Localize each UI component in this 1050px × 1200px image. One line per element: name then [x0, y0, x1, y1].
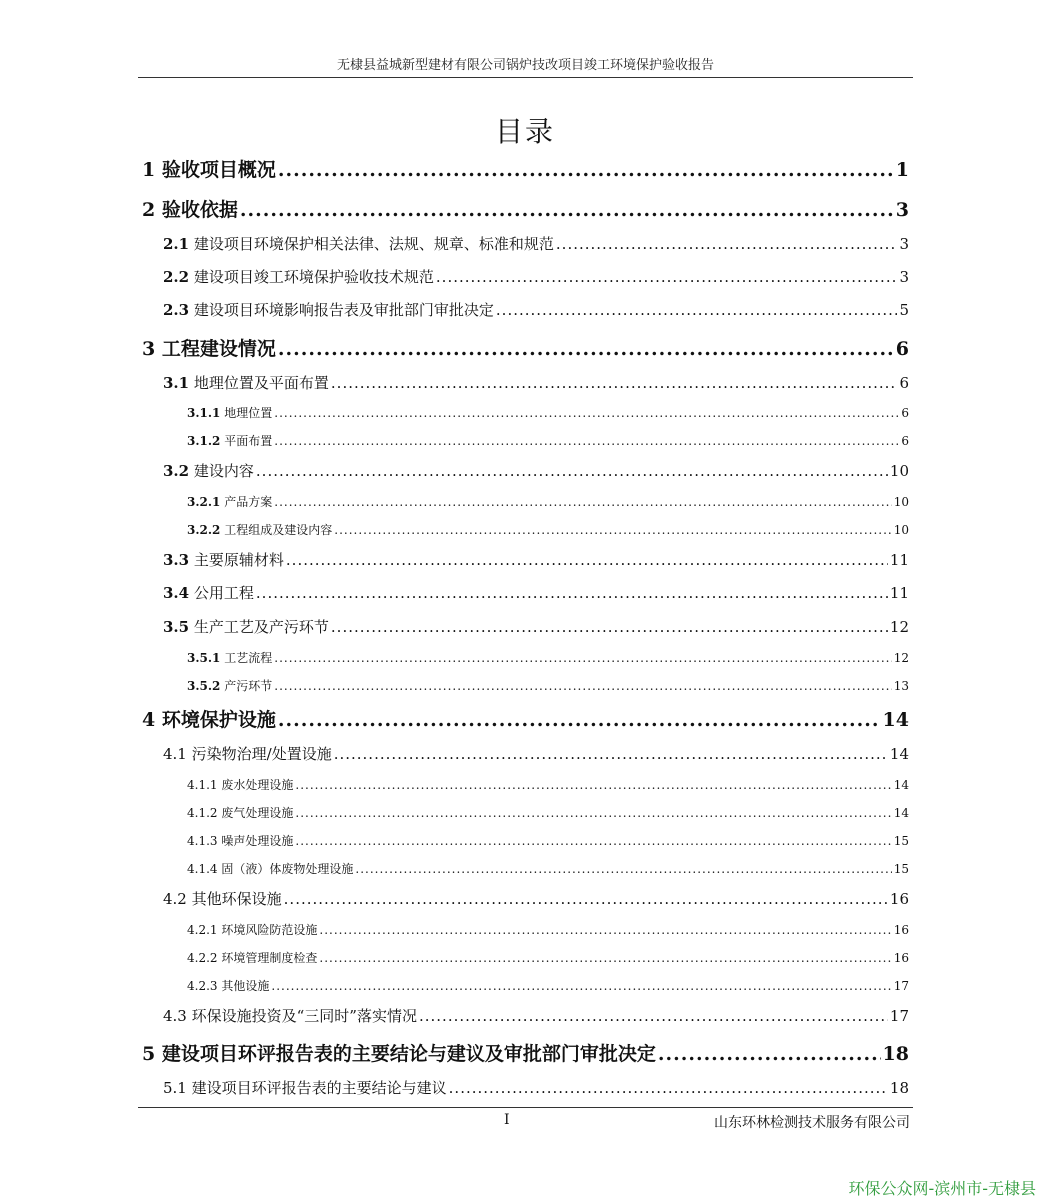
leader-dots	[278, 709, 881, 731]
toc-entry-text: 环境风险防范设施	[221, 923, 318, 937]
leader-dots	[319, 951, 891, 965]
toc-entry-text: 公用工程	[193, 584, 254, 602]
leader-dots	[274, 495, 891, 509]
toc-entry-page: 16	[893, 923, 909, 937]
toc-entry[interactable]	[187, 804, 909, 821]
toc-entry[interactable]	[142, 705, 909, 732]
toc-entry[interactable]	[163, 582, 909, 603]
toc-entry-number: 4.2.2	[187, 951, 218, 965]
toc-entry-page: 14	[889, 745, 909, 763]
toc-entry-number: 3.5.2	[187, 679, 221, 693]
toc-entry-text: 其他环保设施	[191, 890, 282, 908]
leader-dots	[286, 551, 888, 569]
leader-dots	[271, 979, 891, 993]
leader-dots	[331, 618, 888, 636]
toc-entry[interactable]	[163, 616, 909, 637]
toc-entry-text: 工程建设情况	[161, 338, 276, 360]
toc-entry-page: 15	[893, 862, 909, 876]
leader-dots	[256, 462, 888, 480]
toc-entry[interactable]	[187, 677, 909, 694]
watermark: 环保公众网-滨州市-无棣县	[848, 1179, 1036, 1198]
leader-dots	[274, 679, 891, 693]
toc-entry-page: 14	[882, 709, 909, 731]
toc-entry-page: 3	[895, 199, 909, 221]
page-header: 无棣县益城新型建材有限公司锅炉技改项目竣工环境保护验收报告	[138, 54, 913, 78]
toc-entry[interactable]	[187, 649, 909, 666]
toc-entry[interactable]	[163, 888, 909, 909]
toc-entry-number: 4.1.4	[187, 862, 218, 876]
toc-entry-number: 1	[142, 159, 156, 181]
toc-entry-text: 工程组成及建设内容	[224, 523, 333, 537]
toc-entry-text: 污染物治理/处置设施	[191, 745, 332, 763]
toc-entry-text: 主要原辅材料	[193, 551, 284, 569]
toc-entry-number: 3.4	[163, 584, 190, 602]
toc-entry[interactable]	[163, 266, 909, 287]
toc-entry[interactable]	[187, 432, 909, 449]
toc-entry[interactable]	[187, 521, 909, 538]
leader-dots	[449, 1079, 888, 1097]
leader-dots	[240, 199, 894, 221]
toc-entry-page: 14	[893, 778, 909, 792]
toc-entry-page: 15	[893, 834, 909, 848]
toc-entry-number: 4.1.1	[187, 778, 218, 792]
toc-entry-text: 其他设施	[221, 979, 270, 993]
toc-entry-text: 地理位置	[224, 406, 273, 420]
toc-entry-text: 建设项目竣工环境保护验收技术规范	[193, 268, 434, 286]
toc-entry-text: 废气处理设施	[221, 806, 294, 820]
toc-entry-text: 环境管理制度检查	[221, 951, 318, 965]
toc-entry-number: 4.2	[163, 890, 187, 908]
toc-entry-number: 2.2	[163, 268, 190, 286]
toc-entry-page: 13	[893, 679, 909, 693]
toc-entry-page: 5	[899, 301, 909, 319]
toc-entry-page: 6	[899, 374, 909, 392]
toc-entry-number: 3.1.1	[187, 406, 221, 420]
toc-entry[interactable]	[163, 299, 909, 320]
toc-entry[interactable]	[187, 949, 909, 966]
footer-page-number: I	[504, 1112, 510, 1128]
toc-entry-page: 12	[893, 651, 909, 665]
toc-entry-page: 18	[882, 1043, 909, 1065]
leader-dots	[295, 806, 891, 820]
toc-entry-text: 建设项目环评报告表的主要结论与建议	[191, 1079, 447, 1097]
toc-entry[interactable]	[142, 334, 909, 361]
leader-dots	[658, 1043, 881, 1065]
leader-dots	[278, 338, 894, 360]
toc-entry-page: 17	[889, 1007, 909, 1025]
footer-company: 山东环林检测技术服务有限公司	[714, 1115, 910, 1131]
leader-dots	[556, 235, 898, 253]
toc-entry-text: 环保设施投资及“三同时”落实情况	[191, 1007, 417, 1025]
toc-entry-number: 2.1	[163, 235, 190, 253]
toc-entry[interactable]	[163, 1077, 909, 1098]
toc-entry-page: 16	[889, 890, 909, 908]
toc-entry-number: 3.5.1	[187, 651, 221, 665]
leader-dots	[256, 584, 888, 602]
toc-entry-page: 6	[895, 338, 909, 360]
toc-entry-number: 3.2	[163, 462, 190, 480]
toc-entry-text: 固（液）体废物处理设施	[221, 862, 354, 876]
toc-entry-text: 产品方案	[224, 495, 273, 509]
toc-entry-number: 3	[142, 338, 156, 360]
toc-entry-text: 建设项目环评报告表的主要结论与建议及审批部门审批决定	[161, 1043, 656, 1065]
toc-entry-page: 10	[889, 462, 909, 480]
toc-entry-number: 2	[142, 199, 156, 221]
toc-entry-page: 6	[901, 434, 909, 448]
toc-entry-page: 11	[889, 584, 909, 602]
toc-entry-text: 产污环节	[224, 679, 273, 693]
toc-entry-page: 6	[901, 406, 909, 420]
toc-entry[interactable]	[187, 776, 909, 793]
toc-entry-text: 验收项目概况	[155, 159, 276, 181]
toc-entry-page: 10	[893, 495, 909, 509]
toc-entry[interactable]	[187, 921, 909, 938]
toc-entry-page: 1	[895, 159, 909, 181]
toc-entry-text: 地理位置及平面布置	[193, 374, 329, 392]
toc-entry-number: 3.3	[163, 551, 190, 569]
toc-entry[interactable]	[187, 404, 909, 421]
toc-entry-page: 18	[889, 1079, 909, 1097]
leader-dots	[274, 434, 899, 448]
leader-dots	[274, 651, 891, 665]
toc-entry-page: 14	[893, 806, 909, 820]
toc-entry[interactable]	[187, 860, 909, 877]
toc-entry-text: 环境保护设施	[161, 709, 276, 731]
footer-divider	[138, 1107, 913, 1108]
toc-entry-page: 12	[889, 618, 909, 636]
toc-entry-page: 10	[893, 523, 909, 537]
toc-entry-text: 工艺流程	[224, 651, 273, 665]
leader-dots	[295, 834, 891, 848]
leader-dots	[274, 406, 899, 420]
toc-entry[interactable]	[142, 195, 909, 222]
leader-dots	[496, 301, 898, 319]
toc-entry[interactable]	[187, 832, 909, 849]
toc-entry-number: 3.2.1	[187, 495, 221, 509]
leader-dots	[334, 523, 891, 537]
toc-entry-text: 验收依据	[161, 199, 238, 221]
toc-entry-page: 16	[893, 951, 909, 965]
toc-entry-text: 建设项目环境保护相关法律、法规、规章、标准和规范	[193, 235, 554, 253]
toc-entry[interactable]	[163, 460, 909, 481]
toc-entry-number: 4.3	[163, 1007, 187, 1025]
leader-dots	[295, 778, 891, 792]
leader-dots	[436, 268, 898, 286]
leader-dots	[284, 890, 888, 908]
toc-entry[interactable]	[163, 743, 909, 764]
toc-entry[interactable]	[163, 372, 909, 393]
toc-entry-text: 生产工艺及产污环节	[193, 618, 329, 636]
toc-entry[interactable]	[187, 493, 909, 510]
toc-entry-page: 3	[899, 235, 909, 253]
toc-entry-number: 4.1.3	[187, 834, 218, 848]
toc-entry-number: 3.2.2	[187, 523, 221, 537]
toc-entry-number: 4.1	[163, 745, 187, 763]
toc-entry-text: 建设内容	[193, 462, 254, 480]
toc-entry-text: 建设项目环境影响报告表及审批部门审批决定	[193, 301, 494, 319]
toc-entry-page: 11	[889, 551, 909, 569]
toc-entry-number: 5	[142, 1043, 156, 1065]
toc-entry-number: 4	[142, 709, 156, 731]
toc-title: 目录	[494, 115, 555, 148]
leader-dots	[419, 1007, 888, 1025]
toc-entry-page: 17	[893, 979, 909, 993]
toc-entry-number: 4.2.3	[187, 979, 218, 993]
toc-entry[interactable]	[142, 155, 909, 182]
toc-entry[interactable]	[163, 233, 909, 254]
toc-entry-text: 废水处理设施	[221, 778, 294, 792]
toc-entry[interactable]	[187, 977, 909, 994]
toc-entry-text: 噪声处理设施	[221, 834, 294, 848]
toc-entry-number: 4.2.1	[187, 923, 218, 937]
toc-entry-number: 5.1	[163, 1079, 187, 1097]
leader-dots	[331, 374, 898, 392]
toc-entry-number: 4.1.2	[187, 806, 218, 820]
toc-entry-number: 3.5	[163, 618, 190, 636]
toc-entry-number: 3.1	[163, 374, 190, 392]
toc-entry-page: 3	[899, 268, 909, 286]
toc-entry[interactable]	[142, 1039, 909, 1066]
toc-entry[interactable]	[163, 1005, 909, 1026]
leader-dots	[319, 923, 891, 937]
toc-entry-number: 2.3	[163, 301, 190, 319]
leader-dots	[334, 745, 888, 763]
toc-entry-number: 3.1.2	[187, 434, 221, 448]
leader-dots	[278, 159, 894, 181]
toc-entry[interactable]	[163, 549, 909, 570]
leader-dots	[355, 862, 891, 876]
toc-entry-text: 平面布置	[224, 434, 273, 448]
